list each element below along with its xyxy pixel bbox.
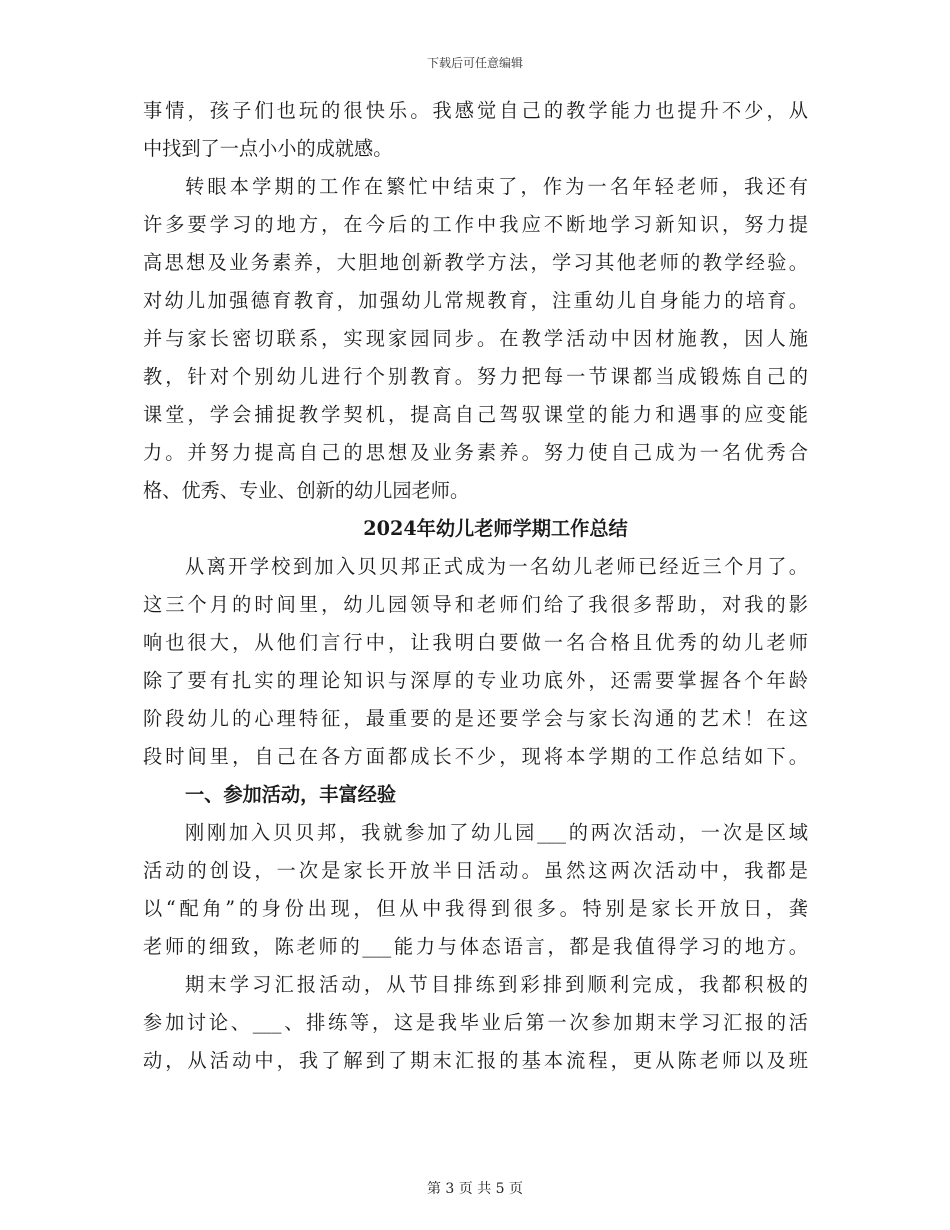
text-line: 事情，孩子们也玩的很快乐。我感觉自己的教学能力也提升不少，从 xyxy=(143,99,808,122)
text-line: 以“配角”的身份出现，但从中我得到很多。特别是家长开放日，龚 xyxy=(143,897,808,920)
text-line: 段时间里，自己在各方面都成长不少，现将本学期的工作总结如下。 xyxy=(143,745,808,768)
text-line: 参加讨论、___、排练等，这是我毕业后第一次参加期末学习汇报的活 xyxy=(143,1011,808,1034)
text-line: 刚刚加入贝贝邦，我就参加了幼儿园___的两次活动，一次是区域 xyxy=(185,821,808,844)
text-line: 老师的细致，陈老师的___能力与体态语言，都是我值得学习的地方。 xyxy=(143,935,808,958)
text-line: 高思想及业务素养，大胆地创新教学方法，学习其他老师的教学经验。 xyxy=(143,251,808,274)
text-line: 并与家长密切联系，实现家园同步。在教学活动中因材施教，因人施 xyxy=(143,327,808,350)
text-line: 活动的创设，一次是家长开放半日活动。虽然这两次活动中，我都是 xyxy=(143,859,808,882)
text-line: 响也很大，从他们言行中，让我明白要做一名合格且优秀的幼儿老师 xyxy=(143,631,808,654)
text-line: 格、优秀、专业、创新的幼儿园老师。 xyxy=(143,479,470,502)
text-line: 从离开学校到加入贝贝邦正式成为一名幼儿老师已经近三个月了。 xyxy=(185,555,808,578)
text-line: 除了要有扎实的理论知识与深厚的专业功底外，还需要掌握各个年龄 xyxy=(143,669,808,692)
text-line: 中找到了一点小小的成就感。 xyxy=(143,137,393,160)
text-line: 许多要学习的地方，在今后的工作中我应不断地学习新知识，努力提 xyxy=(143,213,808,236)
text-line: 转眼本学期的工作在繁忙中结束了，作为一名年轻老师，我还有 xyxy=(185,175,808,198)
section-title: 2024年幼儿老师学期工作总结 xyxy=(363,517,628,540)
header-note: 下载后可任意编辑 xyxy=(426,56,523,70)
text-line: 课堂，学会捕捉教学契机，提高自己驾驭课堂的能力和遇事的应变能 xyxy=(143,403,808,426)
text-line: 动，从活动中，我了解到了期末汇报的基本流程，更从陈老师以及班 xyxy=(143,1049,808,1072)
subsection-heading: 一、参加活动，丰富经验 xyxy=(185,783,397,806)
page-number: 第 3 页 共 5 页 xyxy=(426,1181,524,1197)
text-line: 这三个月的时间里，幼儿园领导和老师们给了我很多帮助，对我的影 xyxy=(143,593,808,616)
text-line: 对幼儿加强德育教育，加强幼儿常规教育，注重幼儿自身能力的培育。 xyxy=(143,289,808,312)
text-line: 教，针对个别幼儿进行个别教育。努力把每一节课都当成锻炼自己的 xyxy=(143,365,808,388)
text-line: 力。并努力提高自己的思想及业务素养。努力使自己成为一名优秀合 xyxy=(143,441,808,464)
text-line: 阶段幼儿的心理特征，最重要的是还要学会与家长沟通的艺术！在这 xyxy=(143,707,808,730)
text-line: 期末学习汇报活动，从节目排练到彩排到顺利完成，我都积极的 xyxy=(185,973,808,996)
document-body xyxy=(143,92,808,1080)
